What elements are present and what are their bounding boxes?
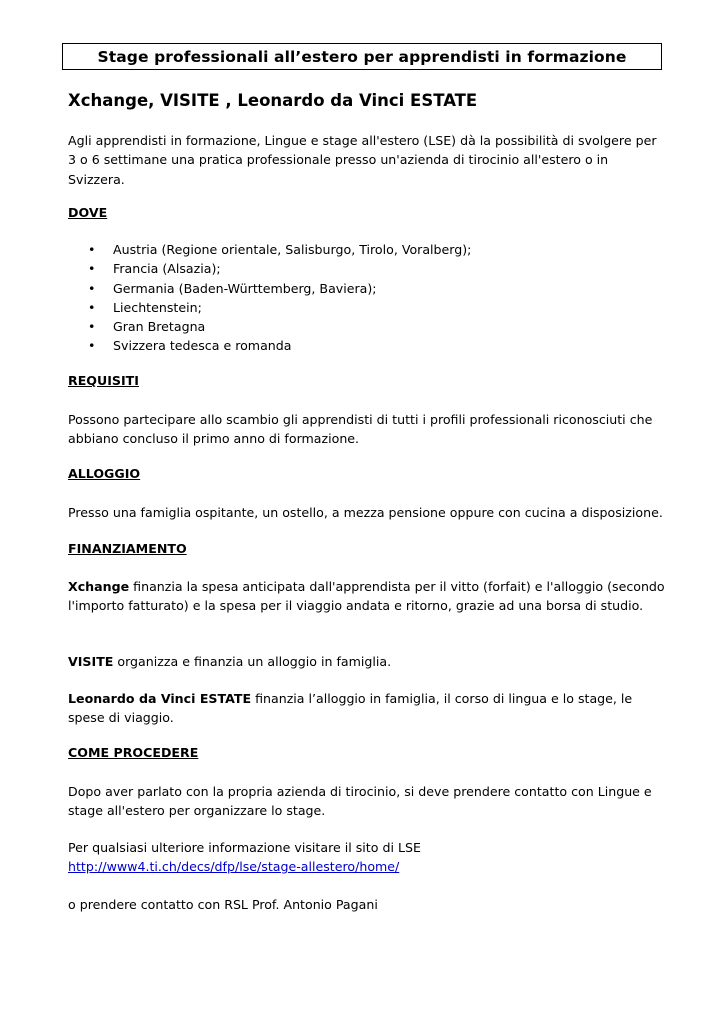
list-item: • Gran Bretagna <box>68 317 471 336</box>
xchange-paragraph <box>68 577 668 616</box>
section-heading-alloggio: ALLOGGIO <box>68 466 141 481</box>
leonardo-text: finanzia l’alloggio in famiglia, il corso di lingua e lo stage, le spese di viaggio. <box>68 691 633 726</box>
contact-paragraph: o prendere contatto con RSL Prof. Antonio Pagani <box>68 897 378 912</box>
list-item: • Germania (Baden-Württemberg, Baviera); <box>68 279 471 298</box>
procedere-paragraph: Dopo aver parlato con la propria azienda di tirocinio, si deve prendere contatto con Lingue e stage all'estero per organizzare lo stage. <box>68 784 652 819</box>
info-paragraph: Per qualsiasi ulteriore informazione visitare il sito di LSE <box>68 840 421 855</box>
list-item: • Austria (Regione orientale, Salisburgo, Tirolo, Voralberg); <box>68 240 471 259</box>
visite-paragraph <box>68 652 668 671</box>
intro-paragraph: Agli apprendisti in formazione, Lingue e stage all'estero (LSE) dà la possibilità di svolgere per 3 o 6 settimane una pratica professionale presso un'azienda di tirocinio all'estero o in Svizzera. <box>68 133 657 187</box>
list-item: • Liechtenstein; <box>68 298 471 317</box>
visite-name: VISITE <box>68 654 114 669</box>
leonardo-paragraph <box>68 689 668 728</box>
document-subtitle: Xchange, VISITE , Leonardo da Vinci ESTATE <box>68 91 478 110</box>
section-heading-procedere: COME PROCEDERE <box>68 745 199 760</box>
section-heading-finanziamento: FINANZIAMENTO <box>68 541 187 556</box>
title-box <box>62 43 662 70</box>
lse-website-link[interactable]: http://www4.ti.ch/decs/dfp/lse/stage-allestero/home/ <box>68 859 400 874</box>
xchange-text: finanzia la spesa anticipata dall'apprendista per il vitto (forfait) e l'alloggio (secondo l'importo fatturato) e la spesa per il viaggio andata e ritorno, grazie ad una borsa di studio. <box>68 579 665 614</box>
section-heading-requisiti: REQUISITI <box>68 373 139 388</box>
list-item: • Francia (Alsazia); <box>68 259 471 278</box>
link-paragraph <box>68 857 668 876</box>
list-item: • Svizzera tedesca e romanda <box>68 336 471 355</box>
destination-list <box>68 240 471 356</box>
xchange-name: Xchange <box>68 579 130 594</box>
requisiti-paragraph: Possono partecipare allo scambio gli apprendisti di tutti i profili professionali riconosciuti che abbiano concluso il primo anno di formazione. <box>68 412 653 447</box>
visite-text: organizza e finanzia un alloggio in famiglia. <box>113 654 392 669</box>
alloggio-paragraph: Presso una famiglia ospitante, un ostello, a mezza pensione oppure con cucina a disposizione. <box>68 505 663 520</box>
document-title: Stage professionali all’estero per apprendisti in formazione <box>97 47 627 66</box>
leonardo-name: Leonardo da Vinci ESTATE <box>68 691 252 706</box>
section-heading-dove: DOVE <box>68 205 108 220</box>
